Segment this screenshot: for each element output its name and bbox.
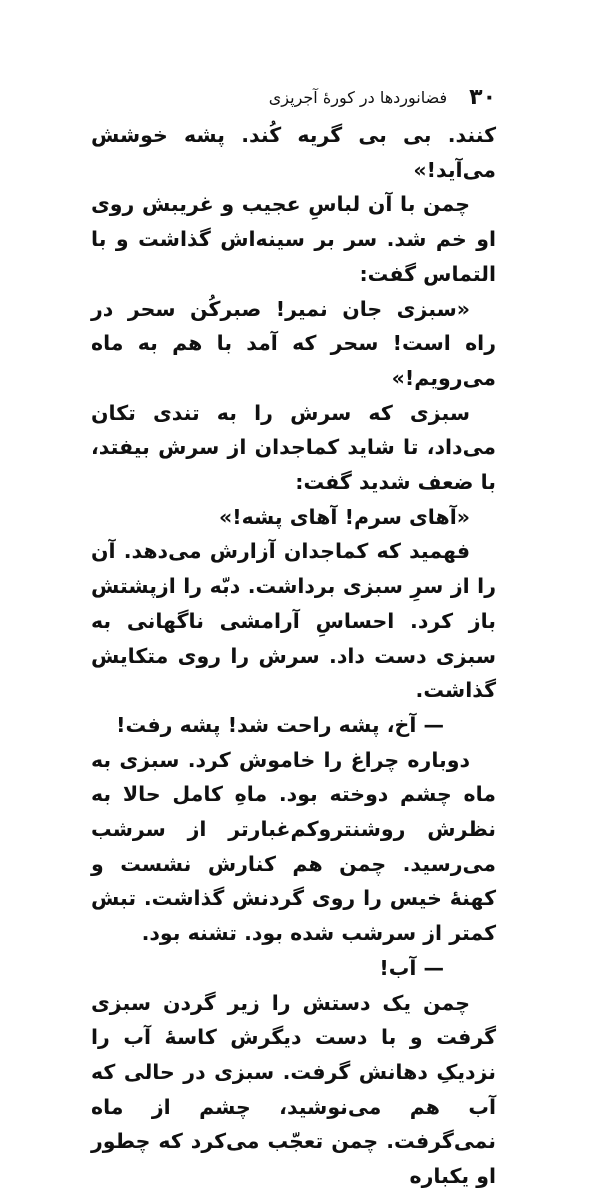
paragraph: «سبزی جان نمیر! صبرکُن سحر در راه است! سحر که آمد با هم به ماه می‌رویم!» — [91, 296, 496, 390]
paragraph: سبزی که سرش را به تندی تکان می‌داد، تا شاید کماجدان از سرش بیفتد، با ضعف شدید گفت: — [91, 400, 496, 495]
dialogue-line: — آخ، پشه راحت شد! پشه رفت! — [116, 712, 444, 737]
paragraph: دوباره چراغ را خاموش کرد. سبزی به ماه چشم دوخته بود. ماهِ کامل حالا به نظرش روشنتروکم‌غبارتر از سرشب می‌رسید. چمن هم کنارش نشست و کهنهٔ خیس را روی گردنش گذاشت. تبش کمتر از سرشب شده بود. تشنه بود. — [91, 747, 496, 946]
running-head — [96, 82, 496, 112]
body-text — [91, 118, 496, 1194]
paragraph: «آهای سرم! آهای پشه!» — [219, 504, 470, 529]
paragraph: چمن با آن لباسِ عجیب و غریبش روی او خم شد. سر بر سینه‌اش گذاشت و با التماس گفت: — [91, 192, 496, 286]
dialogue-line: — آب! — [379, 955, 444, 980]
page-number: ۳۰ — [469, 84, 496, 110]
paragraph: چمن یک دستش را زیر گردن سبزی گرفت و با دست دیگرش کاسهٔ آب را نزدیکِ دهانش گرفت. سبزی در حالی که آب هم می‌نوشید، چشم از ماه نمی‌گرفت. چمن تعجّب می‌کرد که چطور او یکباره — [91, 990, 496, 1189]
running-title: فضانوردها در کورهٔ آجرپزی — [268, 87, 448, 107]
paragraph: کنند. بی بی گریه کُند. پشه خوشش می‌آید!» — [91, 123, 496, 182]
paragraph: فهمید که کماجدان آزارش می‌دهد. آن را از سرِ سبزی برداشت. دبّه را ازپشتش باز کرد. احساسِ آرامشی ناگهانی به سبزی دست داد. سرش را روی متکایش گذاشت. — [91, 539, 496, 703]
